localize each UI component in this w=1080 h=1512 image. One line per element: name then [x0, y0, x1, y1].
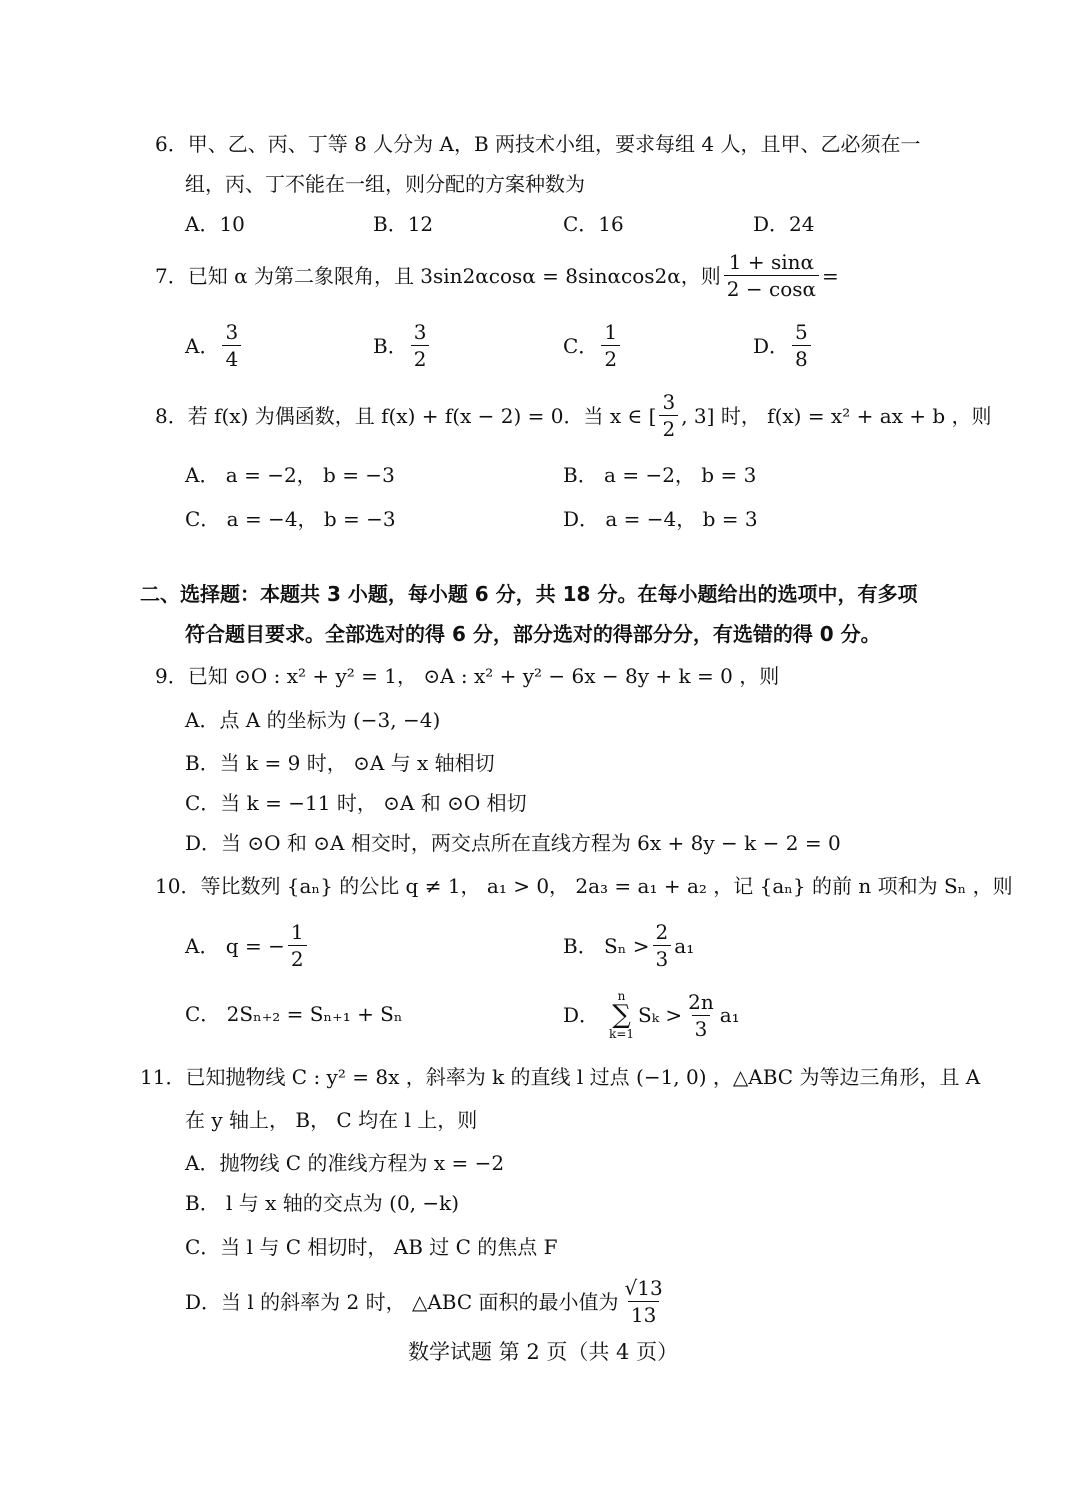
q7-fraction-denominator: 2 − cosα [724, 275, 819, 299]
q11-option-a: A．抛物线 C 的准线方程为 x = −2 [185, 1151, 505, 1175]
q8-fraction-denominator: 2 [659, 415, 678, 439]
q6-option-a: A．10 [185, 212, 245, 236]
q7-option-d-den: 8 [792, 345, 811, 369]
q8-stem-b: , 3] 时， f(x) = x² + ax + b ，则 [681, 403, 992, 428]
q9-option-b: B．当 k = 9 时， ⊙A 与 x 轴相切 [185, 751, 495, 775]
q10-option-a-num: 1 [290, 920, 304, 944]
q10-sum-sign: ∑ [612, 1000, 631, 1030]
q7-option-c-label: C． [563, 333, 599, 358]
q7-stem [155, 252, 839, 299]
q6-option-c: C．16 [563, 212, 624, 236]
q10-sum-lower: k=1 [609, 1027, 635, 1041]
q8-option-b: B． a = −2， b = 3 [563, 463, 757, 487]
q7-option-a [185, 322, 244, 369]
q7-fraction-numerator: 1 + sinα [728, 250, 815, 274]
q11-line1: 11．已知抛物线 C : y² = 8x ，斜率为 k 的直线 l 过点 (−1, 0) ，△ABC 为等边三角形，且 A [140, 1065, 981, 1089]
q10-option-b-den: 3 [653, 945, 672, 969]
section2-heading-line1: 二、选择题：本题共 3 小题，每小题 6 分，共 18 分。在每小题给出的选项中，有多项 [140, 582, 918, 606]
q7-option-c-num: 1 [604, 320, 618, 344]
q10-option-b-num: 2 [655, 920, 669, 944]
q7-option-d [753, 322, 814, 369]
q11-line2: 在 y 轴上， B， C 均在 l 上，则 [185, 1108, 478, 1132]
q6-line1: 6．甲、乙、丙、丁等 8 人分为 A，B 两技术小组，要求每组 4 人，且甲、乙必须在一 [155, 132, 921, 156]
q11-option-d-den: 13 [628, 1301, 659, 1325]
q10-option-b-label: B． Sₙ > [563, 933, 650, 958]
q8-fraction-numerator: 3 [662, 390, 676, 414]
q10-option-b-tail: a₁ [674, 933, 695, 958]
q7-fraction [724, 252, 819, 299]
q8-fraction [659, 392, 678, 439]
q7-option-b-num: 3 [413, 320, 427, 344]
q8-option-c: C． a = −4， b = −3 [185, 507, 396, 531]
q10-summation [609, 990, 634, 1040]
q10-option-a-label: A． q = − [185, 933, 285, 958]
q8-option-d: D． a = −4， b = 3 [563, 507, 758, 531]
q7-stem-text: 7．已知 α 为第二象限角，且 3sin2αcosα = 8sinαcos2α，则 [155, 263, 721, 288]
q7-option-d-label: D． [753, 333, 790, 358]
q10-option-d-tail: a₁ [719, 1003, 740, 1027]
q7-option-c [563, 322, 623, 369]
q9-stem: 9．已知 ⊙O : x² + y² = 1， ⊙A : x² + y² − 6x − 8y + k = 0 ，则 [155, 664, 780, 688]
q8-stem-a: 8．若 f(x) 为偶函数，且 f(x) + f(x − 2) = 0．当 x ∈ [ [155, 403, 657, 428]
q6-option-b: B．12 [373, 212, 434, 236]
q11-option-b: B． l 与 x 轴的交点为 (0, −k) [185, 1191, 460, 1215]
q10-option-d [563, 990, 740, 1040]
q7-option-b-den: 2 [411, 345, 430, 369]
q9-option-a: A．点 A 的坐标为 (−3, −4) [185, 708, 441, 732]
q10-option-d-label: D． [563, 1003, 600, 1027]
q7-option-b [373, 322, 432, 369]
q11-option-c: C．当 l 与 C 相切时， AB 过 C 的焦点 F [185, 1235, 558, 1259]
q11-option-d-num: √13 [624, 1276, 663, 1300]
q7-option-a-den: 4 [222, 345, 241, 369]
q10-sum-upper: n [617, 989, 626, 1003]
q9-option-c: C．当 k = −11 时， ⊙A 和 ⊙O 相切 [185, 791, 527, 815]
q7-option-a-num: 3 [225, 320, 239, 344]
q9-option-d: D．当 ⊙O 和 ⊙A 相交时，两交点所在直线方程为 6x + 8y − k − 2 = 0 [185, 831, 841, 855]
q7-option-d-num: 5 [795, 320, 808, 344]
q6-option-d: D．24 [753, 212, 815, 236]
q7-equals: = [822, 263, 839, 288]
q8-option-a: A． a = −2， b = −3 [185, 463, 395, 487]
q11-option-d [185, 1278, 669, 1325]
q10-option-c: C． 2Sₙ₊₂ = Sₙ₊₁ + Sₙ [185, 1002, 403, 1026]
q6-line2: 组，丙、丁不能在一组，则分配的方案种数为 [185, 172, 585, 196]
page-footer: 数学试题 第 2 页（共 4 页） [408, 1340, 679, 1364]
q8-stem [155, 392, 992, 439]
section2-heading-line2: 符合题目要求。全部选对的得 6 分，部分选对的得部分分，有选错的得 0 分。 [185, 622, 881, 646]
q11-option-d-text: D．当 l 的斜率为 2 时， △ABC 面积的最小值为 [185, 1289, 619, 1314]
q10-option-d-num: 2n [688, 989, 714, 1014]
q7-option-a-label: A． [185, 333, 220, 358]
q10-option-d-mid: Sₖ > [638, 1003, 683, 1027]
q10-option-d-den: 3 [692, 1015, 711, 1039]
q10-stem: 10．等比数列 {aₙ} 的公比 q ≠ 1， a₁ > 0， 2a₃ = a₁ + a₂ ，记 {aₙ} 的前 n 项和为 Sₙ ，则 [155, 874, 1013, 898]
q7-option-c-den: 2 [601, 345, 620, 369]
q10-option-a [185, 922, 310, 969]
q7-option-b-label: B． [373, 333, 408, 358]
q10-option-b [563, 922, 694, 969]
q10-option-a-den: 2 [288, 945, 307, 969]
